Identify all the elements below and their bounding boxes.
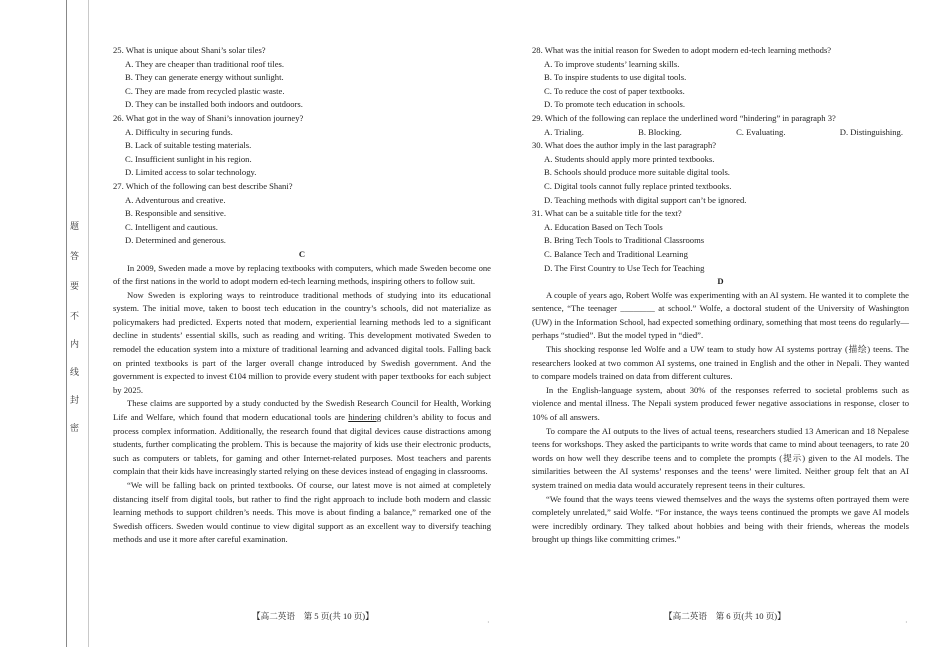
option: D. Determined and generous. (125, 235, 226, 246)
option: B. Blocking. (638, 126, 682, 137)
binding-char: 内 (70, 339, 80, 349)
question-stem: 29. Which of the following can replace the underlined word “hindering” in paragraph 3? (532, 112, 836, 123)
option: C. Intelligent and cautious. (125, 221, 218, 232)
binding-char: 封 (70, 395, 80, 405)
option: A. Trialing. (544, 126, 584, 137)
option: A. Adventurous and creative. (125, 194, 226, 205)
paragraph-text: These claims are supported by a study conducted by the Swedish Research Council for Health, Working Life and Welfare, which found that modern educational tools are (113, 398, 491, 423)
option: D. They can be installed both indoors and outdoors. (125, 99, 303, 110)
option: B. Responsible and sensitive. (125, 208, 226, 219)
option: B. To inspire students to use digital tools. (544, 72, 687, 83)
passage-paragraph: This shocking response led Wolfe and a UW team to study how AI systems portray (描绘) teens. The researchers looked at two common AI systems, one trained in English and the other in Nepali. They wanted to compare models trained on data from different cultures. (532, 344, 909, 382)
option: C. Balance Tech and Traditional Learning (544, 248, 688, 259)
binding-char: 密 (70, 423, 80, 433)
binding-char: 题 (70, 221, 80, 231)
question-stem: 28. What was the initial reason for Sweden to adopt modern ed-tech learning methods? (532, 45, 832, 55)
page-mark: · (487, 618, 490, 627)
passage-paragraph: “We will be falling back on printed textbooks. Of course, our latest move is not aimed at completely distancing itself from digital tools, but rather to find the right approach to include both modern and classic learning methods to support children’s needs. This move is about finding a balance,” remarked one of the Swedish officers. Sweden would continue to view digital support as an excellent way to diversify teaching methods and use it more after careful examination. (113, 480, 491, 545)
passage-paragraph: A couple of years ago, Robert Wolfe was experimenting with an AI system. He wanted it to complete the sentence, “The teenager ________ at school.” Wolfe, a doctoral student of the University of Washington (UW) in the Information School, had expected something ordinary, something that most teens do regularly—perhaps “studied”. But the model typed in “died”. (532, 289, 909, 341)
binding-margin (0, 0, 88, 647)
binding-line (66, 0, 67, 647)
option: C. They are made from recycled plastic waste. (125, 85, 285, 96)
option: A. Students should apply more printed textbooks. (544, 153, 715, 164)
option: B. Schools should produce more suitable digital tools. (544, 167, 730, 178)
binding-char: 线 (70, 367, 80, 377)
option: D. Limited access to solar technology. (125, 167, 257, 178)
binding-char: 不 (70, 311, 80, 321)
option: A. They are cheaper than traditional roof tiles. (125, 58, 285, 69)
option: C. To reduce the cost of paper textbooks. (544, 85, 685, 96)
paragraph-text: children’s ability to focus and process complex information. Additionally, the research found that digital devices cause distractions among students, further complicating the problem. This is because the majority of kids use their electronic products, such as computers or tablets, for gaming and other Internet-related purposes. Most teachers and parents complain that their kids have increasingly started relying on these devices instead of engaging in classrooms. (113, 412, 491, 477)
passage-paragraph (113, 397, 491, 479)
right-column (532, 44, 909, 547)
binding-line (88, 0, 89, 647)
option: B. Bring Tech Tools to Traditional Classrooms (544, 235, 705, 246)
passage-paragraph: In 2009, Sweden made a move by replacing textbooks with computers, which made Sweden become one of the first nations in the world to adopt modern ed-tech learning methods, inspiring others to follow suit. (113, 262, 491, 287)
option: C. Insufficient sunlight in his region. (125, 153, 252, 164)
passage-paragraph: In the English-language system, about 30% of the responses referred to societal problems such as violence and mental illness. The Nepali system produced fewer negative associations in response, closer to 10% of all answers. (532, 384, 909, 423)
question-stem: 31. What can be a suitable title for the text? (532, 208, 682, 219)
section-heading: D (717, 276, 724, 287)
left-column (113, 44, 491, 547)
option: D. Distinguishing. (839, 126, 903, 137)
option: C. Evaluating. (736, 126, 786, 137)
option: D. The First Country to Use Tech for Teaching (544, 262, 705, 273)
question-stem: 30. What does the author imply in the last paragraph? (532, 140, 717, 151)
section-heading: C (298, 248, 306, 259)
binding-char: 要 (70, 281, 80, 291)
question-stem: 27. Which of the following can best describe Shani? (113, 180, 293, 191)
page-mark: · (905, 618, 908, 627)
page-footer: 【高二英语 第 5 页(共 10 页)】 (252, 611, 374, 621)
passage-paragraph: To compare the AI outputs to the lives of actual teens, researchers studied 13 American and 18 Nepalese teens for workshops. They asked the participants to write words that came to mind about teenagers, to rate 20 words on how well they describe teens and to complete the prompts (提示) given to the AI models. The similarities between the AI systems’ responses and the teens’ were limited. Neither group felt that an AI system trained on media data would accurately represent teens in their cultures. (532, 425, 909, 490)
option: A. To improve students’ learning skills. (544, 58, 680, 69)
question-stem: 25. What is unique about Shani’s solar tiles? (113, 45, 266, 55)
underlined-word: hindering (348, 412, 382, 423)
option: D. Teaching methods with digital support can’t be ignored. (544, 194, 747, 205)
page-footer: 【高二英语 第 6 页(共 10 页)】 (664, 611, 786, 621)
option: B. Lack of suitable testing materials. (125, 140, 252, 151)
binding-char: 答 (70, 251, 80, 261)
passage-paragraph: Now Sweden is exploring ways to reintroduce traditional methods of studying into its educational system. The initial move, taken to boost tech education in the country’s schools, did not materialize as policymakers had predicted. Experts noted that modern, experiential learning methods led to a significant decline in students’ essential skills, such as reading and writing. This development motivated Sweden to remodel the education system into a mixture of traditional learning and advanced digital tools. Falling back on printed textbooks is part of the larger overall change introduced by Swedish government. And the government is expected to invest €104 million to provide every student with paper textbooks for each subject by 2025. (113, 289, 491, 395)
option: C. Digital tools cannot fully replace printed textbooks. (544, 180, 732, 191)
option-row (532, 126, 909, 140)
question-stem: 26. What got in the way of Shani’s innovation journey? (113, 112, 304, 123)
passage-paragraph: “We found that the ways teens viewed themselves and the ways the systems often portrayed them were completely unrelated,” said Wolfe. “For instance, the ways teens continued the prompts we gave AI models were incredibly ordinary. They talked about hobbies and being with their friends, whereas the models brought up things like committing crimes.” (532, 493, 909, 545)
option: A. Difficulty in securing funds. (125, 126, 233, 137)
option: B. They can generate energy without sunlight. (125, 72, 284, 83)
option: A. Education Based on Tech Tools (544, 221, 663, 232)
option: D. To promote tech education in schools. (544, 99, 686, 110)
